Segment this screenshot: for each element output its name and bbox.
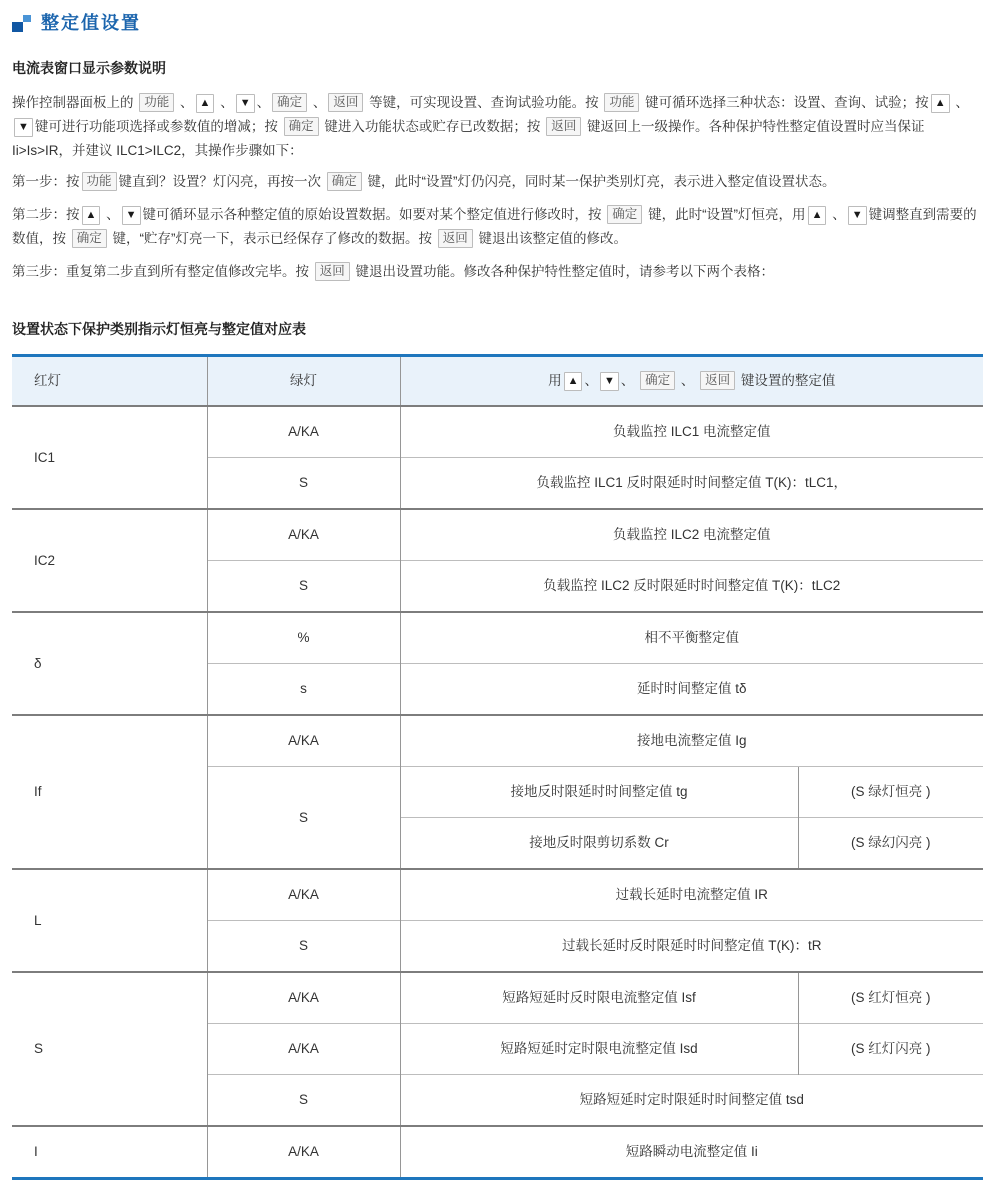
red-light-cell: I [12, 1126, 207, 1179]
red-light-cell: IC1 [12, 406, 207, 509]
return-key-chip: 返回 [315, 262, 350, 281]
green-unit-cell: S [207, 458, 400, 510]
note-cell: (S 绿幻闪亮 ) [798, 818, 983, 870]
table-header-row [12, 356, 983, 407]
header-red-light: 红灯 [12, 356, 207, 407]
green-unit-cell: A/KA [207, 1024, 400, 1075]
return-key-chip: 返回 [700, 371, 735, 390]
green-unit-cell: % [207, 612, 400, 664]
header-green-light: 绿灯 [207, 356, 400, 407]
function-key-chip: 功能 [82, 172, 117, 191]
down-key-icon: ▼ [600, 372, 619, 391]
confirm-key-chip: 确定 [72, 229, 107, 248]
section-marker-icon [12, 15, 32, 32]
green-unit-cell: A/KA [207, 972, 400, 1024]
function-key-chip: 功能 [139, 93, 174, 112]
logo-square-light [23, 15, 31, 22]
down-key-icon: ▼ [848, 206, 867, 225]
setting-desc-cell: 相不平衡整定值 [400, 612, 983, 664]
note-cell: (S 绿灯恒亮 ) [798, 767, 983, 818]
red-light-cell: L [12, 869, 207, 972]
down-key-icon: ▼ [236, 94, 255, 113]
green-unit-cell: S [207, 1075, 400, 1127]
section-subtitle: 电流表窗口显示参数说明 [12, 60, 166, 76]
down-key-icon: ▼ [14, 118, 33, 137]
green-unit-cell: S [207, 767, 400, 870]
table-row [12, 612, 983, 664]
table-row [12, 869, 983, 921]
step-3: 第三步：重复第二步直到所有整定值修改完毕。按 返回 键退出设置功能。修改各种保护特性整定值时，请参考以下两个表格： [12, 263, 775, 279]
page-title: 整定值设置 [41, 13, 141, 33]
setting-desc-cell: 短路瞬动电流整定值 Ii [400, 1126, 983, 1179]
setting-desc-cell: 短路短延时反时限电流整定值 Isf [400, 972, 798, 1024]
green-unit-cell: S [207, 561, 400, 613]
setting-desc-cell: 接地电流整定值 Ig [400, 715, 983, 767]
paragraph-intro: 操作控制器面板上的 功能 、 ▲ 、 ▼ 、 确定 、 返回 等键，可实现设置、查询试验功能。按 功能 键可循环选择三种状态：设置、查询、试验；按 ▲ 、▼ 键可进行功能项选择或参数值的增减；按 确定 键进入功能状态或贮存已改数据；按 返回 键返回上一级操作。各种保护特性整定值设置时应当保证 Ii>Is>IR，并建议 ILC1>ILC2，其操作步骤如下： [12, 94, 969, 158]
note-cell: (S 红灯恒亮 ) [798, 972, 983, 1024]
table-title: 设置状态下保护类别指示灯恒亮与整定值对应表 [12, 320, 306, 337]
setting-desc-cell: 负载监控 ILC2 反时限延时时间整定值 T(K)：tLC2 [400, 561, 983, 613]
red-light-cell: S [12, 972, 207, 1126]
green-unit-cell: A/KA [207, 869, 400, 921]
green-unit-cell: A/KA [207, 715, 400, 767]
function-key-chip: 功能 [604, 93, 639, 112]
setting-desc-cell: 过载长延时反时限延时时间整定值 T(K)：tR [400, 921, 983, 973]
table-row [12, 406, 983, 458]
table-header [12, 356, 983, 407]
table-row [12, 1126, 983, 1179]
confirm-key-chip: 确定 [327, 172, 362, 191]
up-key-icon: ▲ [564, 372, 583, 391]
setting-desc-cell: 负载监控 ILC1 电流整定值 [400, 406, 983, 458]
table-row [12, 715, 983, 767]
table-row [12, 509, 983, 561]
confirm-key-chip: 确定 [272, 93, 307, 112]
table-row [12, 972, 983, 1024]
setting-desc-cell: 接地反时限剪切系数 Cr [400, 818, 798, 870]
green-unit-cell: A/KA [207, 406, 400, 458]
setting-desc-cell: 短路短延时定时限电流整定值 Isd [400, 1024, 798, 1075]
return-key-chip: 返回 [546, 117, 581, 136]
down-key-icon: ▼ [122, 206, 141, 225]
red-light-cell: If [12, 715, 207, 869]
step-2: 第二步：按 ▲ 、 ▼ 键可循环显示各种整定值的原始设置数据。如要对某个整定值进行修改时，按 确定 键，此时“设置”灯恒亮，用 ▲ 、 ▼ 键调整直到需要的数值，按 确定 键，“贮存”灯亮一下，表示已经保存了修改的数据。按 返回 键退出该整定值的修改。 [12, 206, 977, 246]
green-unit-cell: s [207, 664, 400, 716]
setting-desc-cell: 接地反时限延时时间整定值 tg [400, 767, 798, 818]
green-unit-cell: A/KA [207, 1126, 400, 1179]
green-unit-cell: S [207, 921, 400, 973]
setting-desc-cell: 负载监控 ILC2 电流整定值 [400, 509, 983, 561]
return-key-chip: 返回 [438, 229, 473, 248]
page-header [12, 14, 983, 32]
green-unit-cell: A/KA [207, 509, 400, 561]
confirm-key-chip: 确定 [284, 117, 319, 136]
logo-square-dark [12, 22, 23, 32]
setting-desc-cell: 负载监控 ILC1 反时限延时时间整定值 T(K)：tLC1， [400, 458, 983, 510]
up-key-icon: ▲ [82, 206, 101, 225]
confirm-key-chip: 确定 [640, 371, 675, 390]
step-1: 第一步：按 功能 键直到？设置？灯闪亮，再按一次 确定 键，此时“设置”灯仍闪亮，同时某一保护类别灯亮，表示进入整定值设置状态。 [12, 173, 836, 189]
header-setting-value: 用 ▲ 、 ▼ 、 确定 、 返回 键设置的整定值 [400, 356, 983, 407]
setting-desc-cell: 过载长延时电流整定值 IR [400, 869, 983, 921]
note-cell: (S 红灯闪亮 ) [798, 1024, 983, 1075]
red-light-cell: δ [12, 612, 207, 715]
return-key-chip: 返回 [328, 93, 363, 112]
up-key-icon: ▲ [196, 94, 215, 113]
red-light-cell: IC2 [12, 509, 207, 612]
setting-desc-cell: 延时时间整定值 tδ [400, 664, 983, 716]
settings-table [12, 354, 983, 1180]
confirm-key-chip: 确定 [607, 205, 642, 224]
up-key-icon: ▲ [808, 206, 827, 225]
table-body [12, 406, 983, 1179]
up-key-icon: ▲ [931, 94, 950, 113]
setting-desc-cell: 短路短延时定时限延时时间整定值 tsd [400, 1075, 983, 1127]
